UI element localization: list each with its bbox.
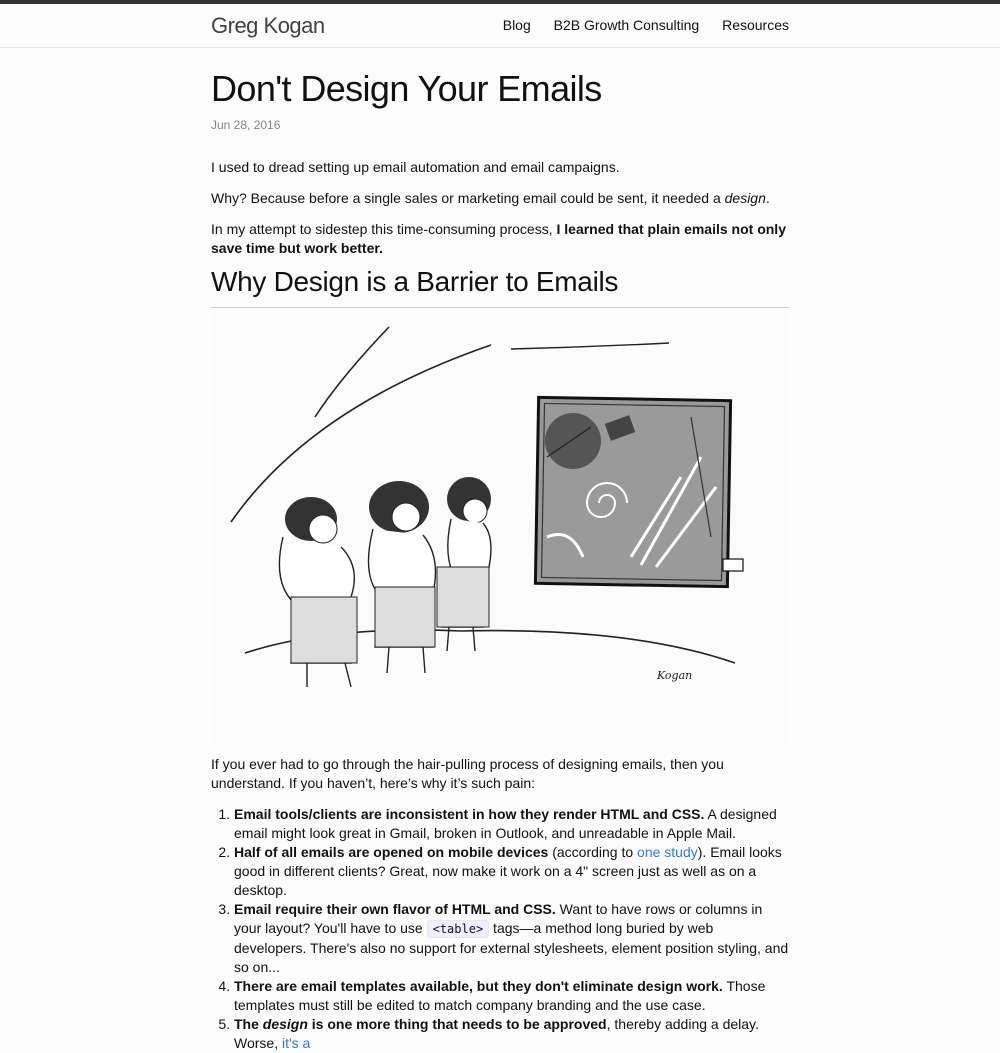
cave-person-right	[437, 477, 491, 651]
site-header	[0, 4, 1000, 48]
table-tag-code: <table>	[427, 920, 490, 938]
nav-link-resources[interactable]: Resources	[722, 17, 789, 33]
list-item-2-text-post: ). Email looks good in different clients? Great, now make it work on a 4" screen just as well as on a desktop.	[234, 844, 782, 898]
one-study-link[interactable]: one study	[637, 844, 698, 860]
list-item	[234, 1015, 789, 1053]
list-item-5-strong-pre: The	[234, 1016, 263, 1032]
list-item-4-text: Those templates must still be edited to match company branding and the use case.	[234, 978, 766, 1013]
site-nav	[484, 17, 789, 33]
list-item-3-strong: Email require their own flavor of HTML and CSS.	[234, 901, 556, 917]
list-item	[234, 805, 789, 843]
after-image-paragraph: If you ever had to go through the hair-pulling process of designing emails, then you understand. If you haven’t, here’s why it’s such pain:	[211, 756, 724, 791]
intro-paragraph-1: I used to dread setting up email automation and email campaigns.	[211, 159, 620, 175]
list-item-4-strong: There are email templates available, but they don't eliminate design work.	[234, 978, 723, 994]
intro-3-strong: I learned that plain emails not only save time but work better.	[211, 221, 786, 256]
list-item	[234, 843, 789, 900]
nav-link-consulting[interactable]: B2B Growth Consulting	[553, 17, 700, 33]
list-item-2-text-pre: (according to	[548, 844, 638, 860]
list-item-3-text-pre: Want to have rows or columns in your layout? You'll have to use	[234, 901, 763, 936]
list-item-1-strong: Email tools/clients are inconsistent in how they render HTML and CSS.	[234, 806, 705, 822]
post-date: Jun 28, 2016	[211, 118, 281, 132]
intro-2-end: .	[765, 190, 770, 206]
list-item-1-text: A designed email might look great in Gmail, broken in Outlook, and unreadable in Apple Mail.	[234, 806, 777, 841]
post-title: Don't Design Your Emails	[211, 68, 602, 109]
intro-paragraph-3	[211, 220, 789, 258]
intro-2-emphasis: design	[724, 190, 766, 206]
intro-2-text: Why? Because before a single sales or marketing email could be sent, it needed a	[211, 190, 725, 206]
nav-link-blog[interactable]: Blog	[502, 17, 531, 33]
framed-painting	[535, 397, 743, 586]
list-item	[234, 977, 789, 1015]
list-item-2-strong: Half of all emails are opened on mobile devices	[234, 844, 549, 860]
cave-painting-cartoon-image	[211, 307, 789, 743]
intro-3-text: In my attempt to sidestep this time-consuming process,	[211, 221, 557, 237]
cartoon-signature: Kogan	[657, 669, 693, 682]
list-item-5-text-pre: , thereby adding a delay. Worse,	[234, 1016, 759, 1051]
site-title-link[interactable]: Greg Kogan	[211, 13, 325, 38]
pain-points-list	[211, 805, 789, 1053]
list-item-5-strong	[234, 1016, 607, 1032]
post-body	[211, 158, 789, 1053]
list-item-5-strong-em: design	[262, 1016, 308, 1032]
section-heading: Why Design is a Barrier to Emails	[211, 266, 619, 297]
cave-person-left	[279, 497, 357, 687]
cave-person-middle	[369, 481, 436, 673]
list-item-5-strong-post: is one more thing that needs to be approved	[307, 1016, 607, 1032]
intro-paragraph-2	[211, 189, 789, 208]
its-a-link[interactable]: it's a	[281, 1035, 311, 1051]
list-item	[234, 900, 789, 977]
list-item-3-text-post: tags—a method long buried by web developers. There's also no support for external stylesheets, element position styling, and so on...	[234, 920, 789, 975]
